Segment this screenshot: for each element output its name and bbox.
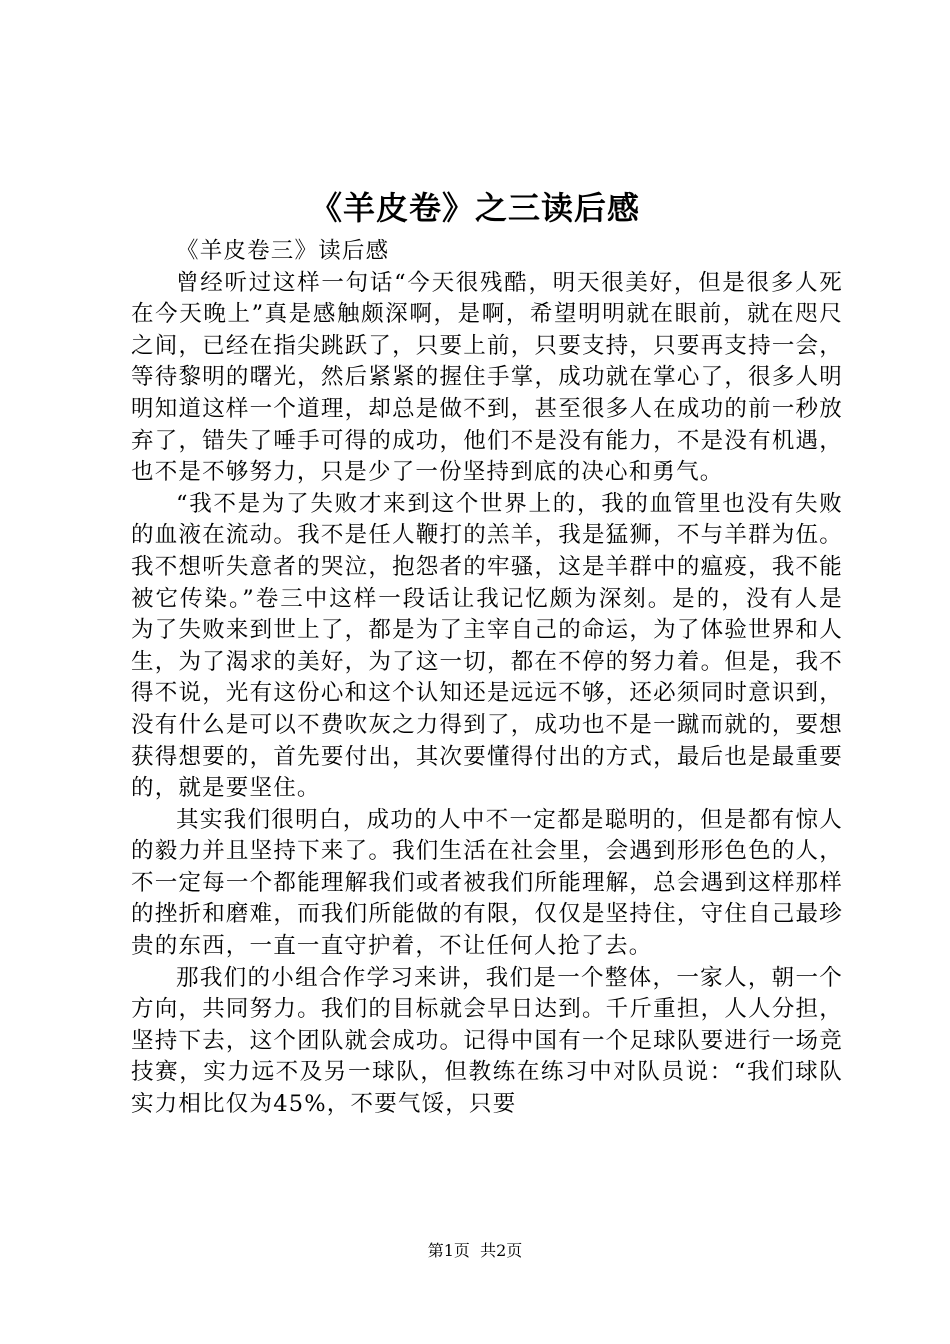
paragraph: 那我们的小组合作学习来讲，我们是一个整体，一家人，朝一个方向，共同努力。我们的目标就会早日达到。千斤重担，人人分担，坚持下去，这个团队就会成功。记得中国有一个足球队要进行一场竞技赛，实力远不及另一球队，但教练在练习中对队员说：“我们球队实力相比仅为45%，不要气馁，只要	[131, 964, 843, 1118]
document-body	[131, 236, 843, 1121]
page-number: 第1页	[427, 1241, 470, 1260]
paragraph: 其实我们很明白，成功的人中不一定都是聪明的，但是都有惊人的毅力并且坚持下来了。我们生活在社会里，会遇到形形色色的人，不一定每一个都能理解我们或者被我们所能理解，总会遇到这样那样的挫折和磨难，而我们所能做的有限，仅仅是坚持住，守住自己最珍贵的东西，一直一直守护着，不让任何人抢了去。	[131, 806, 843, 960]
paragraph: 曾经听过这样一句话“今天很残酷，明天很美好，但是很多人死在今天晚上”真是感触颇深啊，是啊，希望明明就在眼前，就在咫尺之间，已经在指尖跳跃了，只要上前，只要支持，只要再支持一会，等待黎明的曙光，然后紧紧的握住手掌，成功就在掌心了，很多人明明知道这样一个道理，却总是做不到，甚至很多人在成功的前一秒放弃了，错失了唾手可得的成功，他们不是没有能力，不是没有机遇，也不是不够努力，只是少了一份坚持到底的决心和勇气。	[131, 269, 843, 486]
page-total: 共2页	[480, 1241, 523, 1260]
document-subtitle: 《羊皮卷三》读后感	[176, 238, 390, 264]
paragraph: “我不是为了失败才来到这个世界上的，我的血管里也没有失败的血液在流动。我不是任人鞭打的羔羊，我是猛狮，不与羊群为伍。我不想听失意者的哭泣，抱怨者的牢骚，这是羊群中的瘟疫，我不能被它传染。”卷三中这样一段话让我记忆颇为深刻。是的，没有人是为了失败来到世上了，都是为了主宰自己的命运，为了体验世界和人生，为了渴求的美好，为了这一切，都在不停的努力着。但是，我不得不说，光有这份心和这个认知还是远远不够，还必须同时意识到，没有什么是可以不费吹灰之力得到了，成功也不是一蹴而就的，要想获得想要的，首先要付出，其次要懂得付出的方式，最后也是最重要的，就是要坚住。	[131, 490, 843, 802]
page-footer	[0, 1240, 950, 1262]
document-title: 《羊皮卷》之三读后感	[309, 189, 640, 227]
footer-separator	[470, 1241, 480, 1260]
